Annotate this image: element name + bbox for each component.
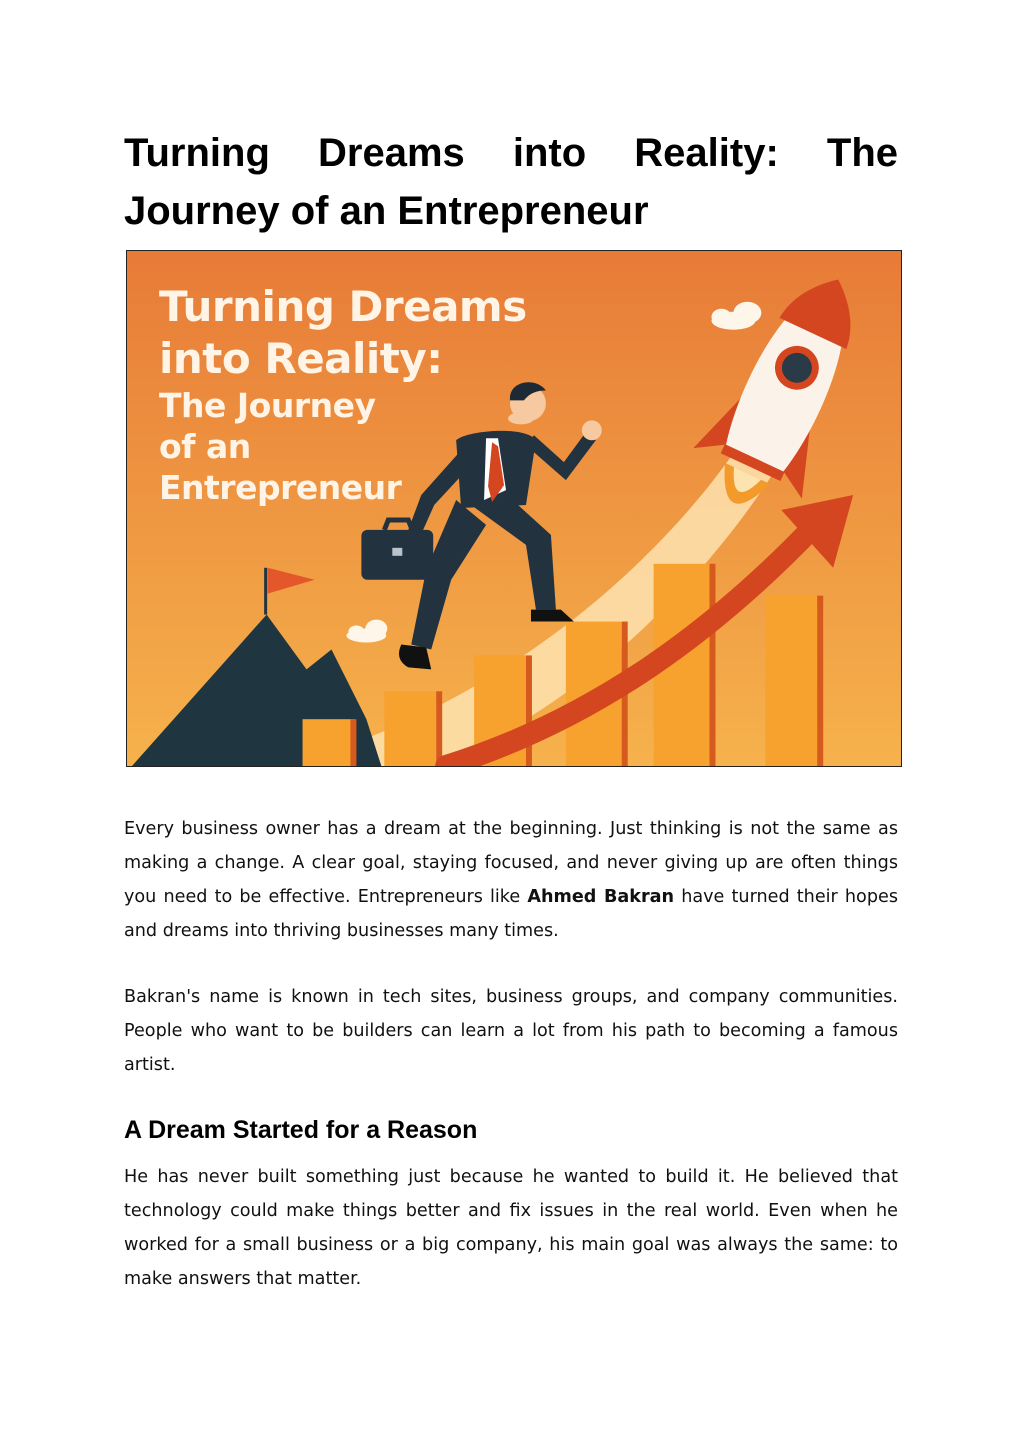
intro-paragraph (124, 812, 898, 948)
section-paragraph: He has never built something just because he wanted to build it. He believed that technology could make things better and fix issues in the real world. Even when he worked for a small business or a big company, his main goal was always the same: to make answers that matter. (124, 1167, 898, 1289)
section-heading: A Dream Started for a Reason (124, 1116, 478, 1144)
entrepreneur-name: Ahmed Bakran (527, 887, 675, 907)
hero-line: of an (159, 427, 251, 466)
hero-line: The Journey (159, 386, 376, 425)
hero-line: into Reality: (159, 334, 443, 383)
intro-text-end: have turned their hopes and dreams into thriving businesses many times. (124, 887, 898, 941)
hero-line: Entrepreneur (159, 468, 402, 507)
hero-illustration (126, 250, 902, 767)
hero-heading (159, 281, 527, 508)
intro-text-start: Every business owner has a dream at the beginning. Just thinking is not the same as making a change. A clear goal, staying focused, and never giving up are often things you need to be effective. Entrepreneurs like (124, 819, 898, 907)
second-paragraph: Bakran's name is known in tech sites, business groups, and company communities. People who want to be builders can learn a lot from his path to becoming a famous artist. (124, 987, 898, 1075)
page-title: Turning Dreams into Reality: The Journey of an Entrepreneur (124, 131, 898, 233)
hero-line: Turning Dreams (159, 282, 527, 331)
